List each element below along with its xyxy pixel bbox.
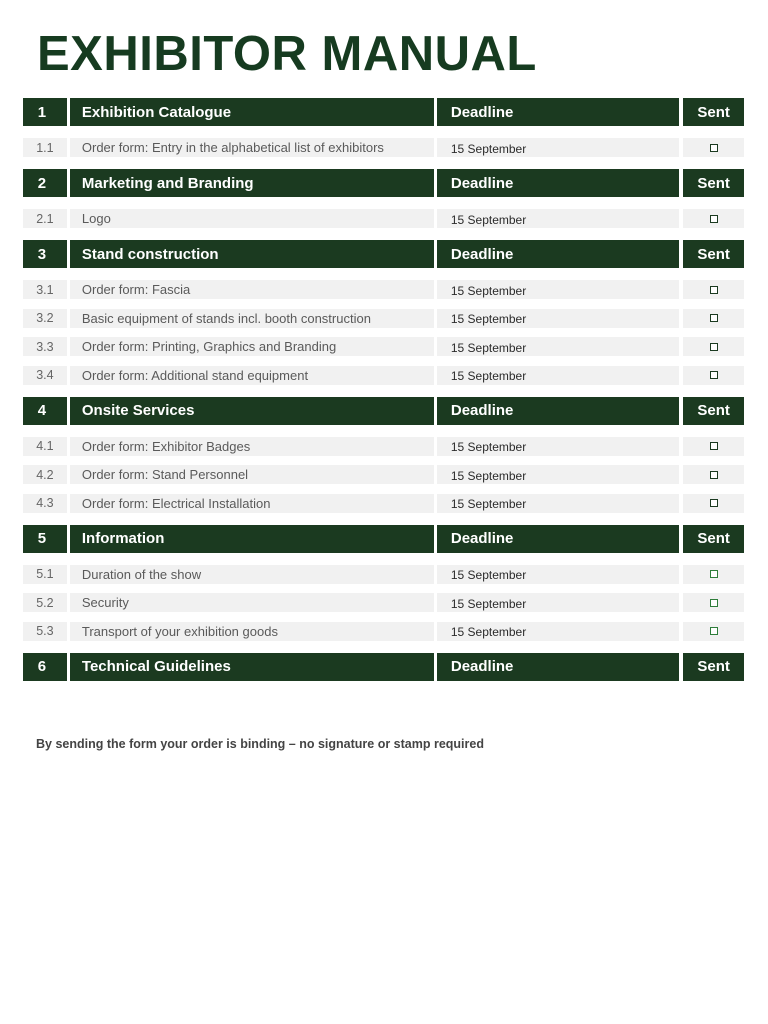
sent-checkbox[interactable]	[710, 144, 718, 152]
sent-checkbox[interactable]	[710, 286, 718, 294]
item-label: Duration of the show	[70, 565, 434, 584]
sent-cell	[683, 565, 744, 584]
sent-cell	[683, 337, 744, 356]
item-number: 3.4	[23, 366, 67, 385]
checklist-item-row	[23, 209, 744, 228]
sent-cell	[683, 138, 744, 157]
item-number: 2.1	[23, 209, 67, 228]
sent-checkbox[interactable]	[710, 570, 718, 578]
sent-cell	[683, 366, 744, 385]
deadline-column-header: Deadline	[437, 169, 679, 197]
section-2	[23, 169, 744, 228]
section-header	[23, 397, 744, 425]
section-title: Stand construction	[70, 240, 434, 268]
item-number: 4.3	[23, 494, 67, 513]
manual-checklist	[23, 98, 744, 693]
section-3	[23, 240, 744, 385]
item-number: 5.3	[23, 622, 67, 641]
checklist-item-row	[23, 465, 744, 484]
item-deadline: 15 September	[437, 309, 679, 328]
item-label: Order form: Stand Personnel	[70, 465, 434, 484]
item-deadline: 15 September	[437, 280, 679, 299]
section-header	[23, 169, 744, 197]
sent-checkbox[interactable]	[710, 499, 718, 507]
item-label: Transport of your exhibition goods	[70, 622, 434, 641]
sent-column-header: Sent	[683, 240, 744, 268]
deadline-column-header: Deadline	[437, 98, 679, 126]
section-number: 5	[23, 525, 67, 553]
sent-cell	[683, 494, 744, 513]
sent-cell	[683, 437, 744, 456]
item-number: 4.2	[23, 465, 67, 484]
section-1	[23, 98, 744, 157]
section-title: Exhibition Catalogue	[70, 98, 434, 126]
section-header	[23, 98, 744, 126]
item-number: 3.1	[23, 280, 67, 299]
section-header	[23, 525, 744, 553]
item-number: 4.1	[23, 437, 67, 456]
section-6	[23, 653, 744, 681]
section-number: 3	[23, 240, 67, 268]
item-deadline: 15 September	[437, 465, 679, 484]
section-header	[23, 240, 744, 268]
item-deadline: 15 September	[437, 565, 679, 584]
checklist-item-row	[23, 280, 744, 299]
checklist-item-row	[23, 494, 744, 513]
item-label: Order form: Electrical Installation	[70, 494, 434, 513]
deadline-column-header: Deadline	[437, 653, 679, 681]
item-label: Logo	[70, 209, 434, 228]
sent-column-header: Sent	[683, 169, 744, 197]
item-deadline: 15 September	[437, 337, 679, 356]
item-deadline: 15 September	[437, 209, 679, 228]
sent-checkbox[interactable]	[710, 314, 718, 322]
section-title: Marketing and Branding	[70, 169, 434, 197]
section-title: Onsite Services	[70, 397, 434, 425]
sent-checkbox[interactable]	[710, 599, 718, 607]
item-number: 5.2	[23, 593, 67, 612]
sent-checkbox[interactable]	[710, 215, 718, 223]
item-number: 3.3	[23, 337, 67, 356]
item-label: Security	[70, 593, 434, 612]
sent-cell	[683, 622, 744, 641]
sent-cell	[683, 465, 744, 484]
sent-checkbox[interactable]	[710, 371, 718, 379]
item-deadline: 15 September	[437, 366, 679, 385]
item-deadline: 15 September	[437, 494, 679, 513]
sent-checkbox[interactable]	[710, 442, 718, 450]
checklist-item-row	[23, 622, 744, 641]
section-number: 4	[23, 397, 67, 425]
sent-column-header: Sent	[683, 525, 744, 553]
section-5	[23, 525, 744, 641]
item-label: Order form: Exhibitor Badges	[70, 437, 434, 456]
item-label: Order form: Fascia	[70, 280, 434, 299]
item-label: Basic equipment of stands incl. booth construction	[70, 309, 434, 328]
sent-cell	[683, 280, 744, 299]
section-number: 1	[23, 98, 67, 126]
item-label: Order form: Printing, Graphics and Branding	[70, 337, 434, 356]
sent-column-header: Sent	[683, 397, 744, 425]
item-number: 1.1	[23, 138, 67, 157]
sent-cell	[683, 309, 744, 328]
item-deadline: 15 September	[437, 437, 679, 456]
item-number: 3.2	[23, 309, 67, 328]
item-deadline: 15 September	[437, 138, 679, 157]
item-label: Order form: Additional stand equipment	[70, 366, 434, 385]
checklist-item-row	[23, 593, 744, 612]
section-number: 6	[23, 653, 67, 681]
checklist-item-row	[23, 337, 744, 356]
checklist-item-row	[23, 366, 744, 385]
item-deadline: 15 September	[437, 593, 679, 612]
deadline-column-header: Deadline	[437, 525, 679, 553]
item-number: 5.1	[23, 565, 67, 584]
section-title: Information	[70, 525, 434, 553]
section-title: Technical Guidelines	[70, 653, 434, 681]
sent-cell	[683, 593, 744, 612]
sent-column-header: Sent	[683, 98, 744, 126]
checklist-item-row	[23, 309, 744, 328]
section-4	[23, 397, 744, 513]
item-label: Order form: Entry in the alphabetical list of exhibitors	[70, 138, 434, 157]
checklist-item-row	[23, 437, 744, 456]
deadline-column-header: Deadline	[437, 240, 679, 268]
sent-checkbox[interactable]	[710, 627, 718, 635]
deadline-column-header: Deadline	[437, 397, 679, 425]
checklist-item-row	[23, 138, 744, 157]
page-title: EXHIBITOR MANUAL	[37, 27, 537, 81]
binding-order-note: By sending the form your order is binding – no signature or stamp required	[36, 737, 484, 751]
sent-cell	[683, 209, 744, 228]
sent-column-header: Sent	[683, 653, 744, 681]
item-deadline: 15 September	[437, 622, 679, 641]
checklist-item-row	[23, 565, 744, 584]
section-header	[23, 653, 744, 681]
sent-checkbox[interactable]	[710, 343, 718, 351]
sent-checkbox[interactable]	[710, 471, 718, 479]
section-number: 2	[23, 169, 67, 197]
